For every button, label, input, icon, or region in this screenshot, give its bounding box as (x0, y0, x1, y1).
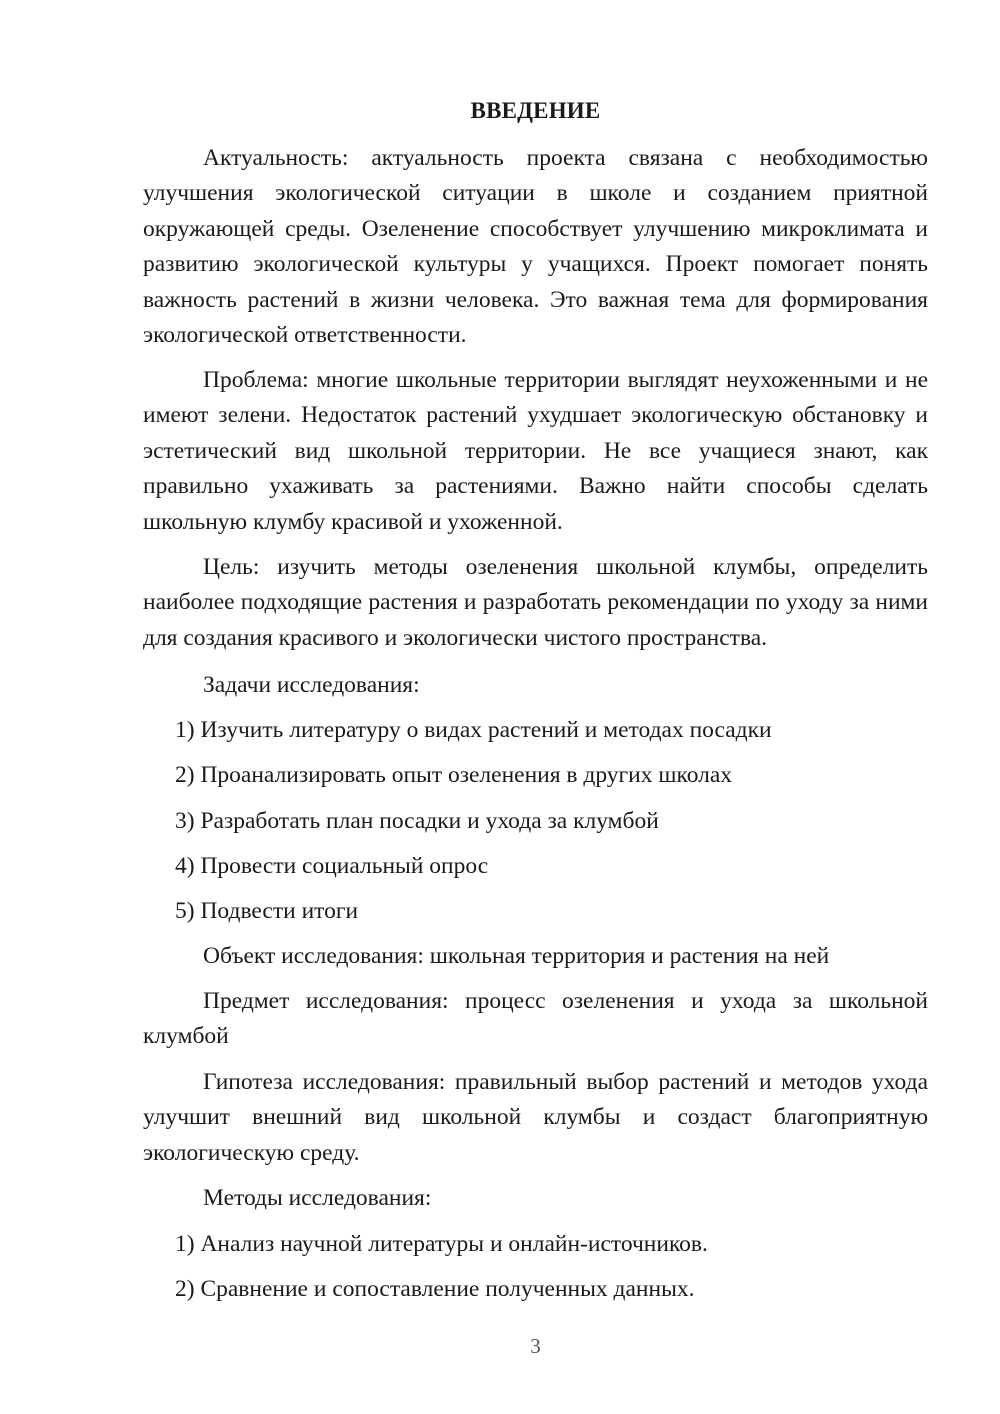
problem-paragraph: Проблема: многие школьные территории выглядят неухоженными и не имеют зелени. Недостаток растений ухудшает экологическую обстановку и эстетический вид школьной территории. Не все учащиеся знают, как правильно ухаживать за растениями. Важно найти способы сделать школьную клумбу красивой и ухоженной. (143, 367, 928, 535)
page-title: ВВЕДЕНИЕ (470, 98, 601, 123)
research-subject-paragraph: Предмет исследования: процесс озеленения и ухода за школьной клумбой (143, 988, 928, 1050)
method-item-1: 1) Анализ научной литературы и онлайн-источников. (175, 1231, 708, 1257)
relevance-paragraph: Актуальность: актуальность проекта связана с необходимостью улучшения экологической ситуации в школе и созданием приятной окружающей среды. Озеленение способствует улучшению микроклимата и развитию экологической культуры у учащихся. Проект помогает понять важность растений в жизни человека. Это важная тема для формирования экологической ответственности. (143, 145, 928, 349)
tasks-heading: Задачи исследования: (203, 672, 420, 698)
research-object: Объект исследования: школьная территория и растения на ней (203, 943, 830, 969)
task-item-3: 3) Разработать план посадки и ухода за клумбой (175, 808, 659, 834)
hypothesis-paragraph: Гипотеза исследования: правильный выбор растений и методов ухода улучшит внешний вид школьной клумбы и создаст благоприятную экологическую среду. (143, 1069, 928, 1166)
goal-paragraph: Цель: изучить методы озеленения школьной клумбы, определить наиболее подходящие растения и разработать рекомендации по уходу за ними для создания красивого и экологически чистого пространства. (143, 554, 928, 651)
task-item-5: 5) Подвести итоги (175, 898, 359, 924)
method-item-2: 2) Сравнение и сопоставление полученных данных. (175, 1276, 695, 1302)
document-page (143, 0, 928, 1414)
page-number: 3 (530, 1334, 541, 1358)
task-item-1: 1) Изучить литературу о видах растений и методах посадки (175, 717, 772, 743)
task-item-4: 4) Провести социальный опрос (175, 853, 489, 879)
methods-heading: Методы исследования: (203, 1185, 432, 1211)
task-item-2: 2) Проанализировать опыт озеленения в других школах (175, 762, 733, 788)
